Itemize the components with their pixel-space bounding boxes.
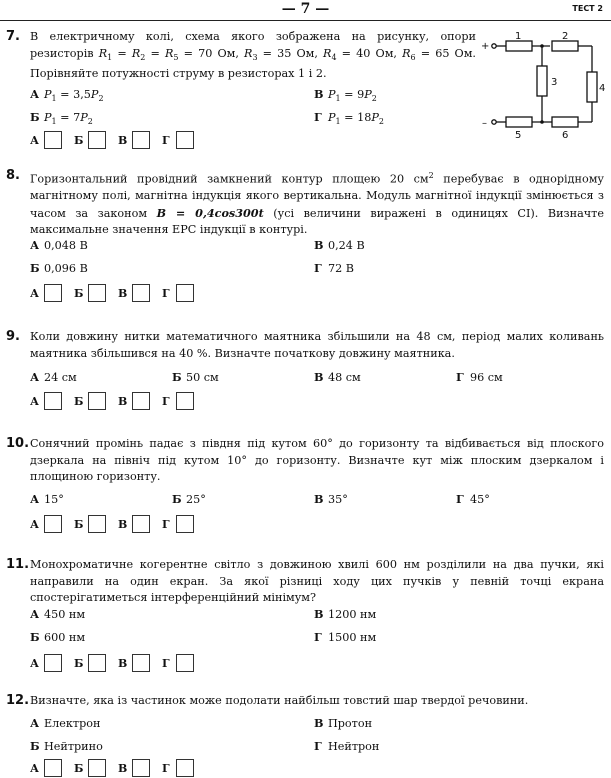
question-text: Коли довжину нитки математичного маятника збільшили на 48 см, період малих коливань маятника збільшився на 40 %. Визначте початкову довжину маятника. bbox=[30, 330, 604, 360]
symbol: R bbox=[164, 46, 174, 60]
superscript: 2 bbox=[428, 171, 434, 180]
option-value: 25° bbox=[186, 493, 206, 506]
q10-option-v bbox=[314, 492, 348, 506]
option-letter: Г bbox=[314, 110, 322, 124]
question-number: 9. bbox=[6, 329, 20, 344]
q12-option-a bbox=[30, 716, 100, 730]
text-part: = 40 Ом, bbox=[336, 46, 403, 60]
option-value: 1500 нм bbox=[328, 631, 377, 644]
answer-label: Г bbox=[162, 656, 170, 670]
option-value: 450 нм bbox=[44, 608, 86, 621]
circuit-diagram bbox=[478, 28, 606, 141]
question-number: 8. bbox=[6, 168, 20, 183]
q11-option-a bbox=[30, 607, 85, 621]
page-number: — 7 — bbox=[281, 1, 330, 17]
resistor-6 bbox=[552, 117, 578, 127]
option-value: 0,096 В bbox=[44, 262, 88, 275]
answer-label: Г bbox=[162, 761, 170, 775]
option-value: 48 см bbox=[328, 371, 361, 384]
symbol: R bbox=[323, 46, 332, 60]
resistor-3-label: 3 bbox=[551, 77, 558, 88]
question-text: Монохроматичне когерентне світло з довжиною хвилі 600 нм розділили на два пучки, які направили на один екран. За якої різниці ходу цих пучків у певній точці екрана спостерігатиметься інтерференційний мінімум? bbox=[30, 558, 604, 604]
option-value: Нейтрон bbox=[328, 740, 380, 753]
option-letter: Б bbox=[172, 492, 182, 506]
answer-box-a[interactable] bbox=[44, 759, 62, 777]
subscript: 2 bbox=[98, 94, 104, 104]
subscript: 2 bbox=[140, 52, 146, 62]
q11-answer-boxes bbox=[30, 654, 206, 672]
answer-label: Б bbox=[74, 133, 84, 147]
answer-box-g[interactable] bbox=[176, 392, 194, 410]
subscript: 6 bbox=[410, 52, 416, 62]
option-letter: В bbox=[314, 87, 324, 101]
option-letter: А bbox=[30, 492, 40, 506]
answer-label: Б bbox=[74, 394, 84, 408]
q10-option-g bbox=[456, 492, 490, 506]
q11-option-g bbox=[314, 630, 376, 644]
option-value: = 9 bbox=[340, 88, 365, 101]
minus-sign: – bbox=[482, 118, 487, 129]
resistor-1 bbox=[506, 41, 532, 51]
option-letter: Б bbox=[30, 630, 40, 644]
resistor-6-label: 6 bbox=[562, 130, 569, 141]
subscript: 5 bbox=[173, 52, 179, 62]
subscript: 1 bbox=[51, 117, 57, 127]
q7-option-v bbox=[314, 87, 377, 103]
answer-label: Б bbox=[74, 286, 84, 300]
resistor-2 bbox=[552, 41, 578, 51]
q7-option-a bbox=[30, 87, 104, 103]
answer-label: Г bbox=[162, 133, 170, 147]
option-letter: В bbox=[314, 370, 324, 384]
answer-label: А bbox=[30, 517, 39, 531]
q9-option-v bbox=[314, 370, 361, 384]
subscript: 2 bbox=[87, 117, 93, 127]
option-value: Протон bbox=[328, 717, 373, 730]
symbol: P bbox=[80, 111, 88, 124]
symbol: P bbox=[328, 88, 336, 101]
answer-box-a[interactable] bbox=[44, 392, 62, 410]
answer-box-b[interactable] bbox=[88, 284, 106, 302]
option-letter: А bbox=[30, 87, 40, 101]
option-value: = 3,5 bbox=[56, 88, 91, 101]
resistor-4-label: 4 bbox=[599, 83, 606, 94]
answer-box-g[interactable] bbox=[176, 515, 194, 533]
answer-label: А bbox=[30, 761, 39, 775]
answer-box-g[interactable] bbox=[176, 131, 194, 149]
subscript: 1 bbox=[107, 52, 113, 62]
option-value: = 7 bbox=[56, 111, 81, 124]
answer-box-g[interactable] bbox=[176, 284, 194, 302]
answer-label: Б bbox=[74, 517, 84, 531]
option-letter: Б bbox=[30, 739, 40, 753]
q8-answer-boxes bbox=[30, 284, 206, 302]
q12-option-b bbox=[30, 739, 103, 753]
question-number: 11. bbox=[6, 557, 30, 572]
answer-label: Г bbox=[162, 517, 170, 531]
resistances bbox=[99, 47, 476, 60]
answer-box-b[interactable] bbox=[88, 759, 106, 777]
option-value: 72 В bbox=[328, 262, 355, 275]
answer-box-v[interactable] bbox=[132, 515, 150, 533]
q10-option-a bbox=[30, 492, 64, 506]
answer-box-a[interactable] bbox=[44, 515, 62, 533]
answer-label: Б bbox=[74, 656, 84, 670]
answer-box-b[interactable] bbox=[88, 131, 106, 149]
text-part: перебуває в однорідному магнітному полі, магнітна індукція якого вертикальна. Модуль магнітної індукції змінюється з часом за законом bbox=[30, 172, 604, 220]
text-part: Порівняйте потужності струму в резисторах 1 і 2. bbox=[30, 67, 327, 81]
resistor-5-label: 5 bbox=[515, 130, 522, 141]
option-value: 35° bbox=[328, 493, 348, 506]
subscript: 4 bbox=[331, 52, 337, 62]
symbol: P bbox=[44, 111, 52, 124]
option-value: 600 нм bbox=[44, 631, 86, 644]
option-value: 45° bbox=[470, 493, 490, 506]
text-part: = 35 Ом, bbox=[257, 46, 324, 60]
answer-box-b[interactable] bbox=[88, 654, 106, 672]
option-letter: В bbox=[314, 238, 324, 252]
answer-label: А bbox=[30, 133, 39, 147]
option-letter: В bbox=[314, 492, 324, 506]
q7-option-g bbox=[314, 110, 384, 126]
test-label: ТЕСТ 2 bbox=[572, 4, 603, 13]
resistor-4 bbox=[587, 72, 597, 102]
option-value: 0,24 В bbox=[328, 239, 365, 252]
formula: B = 0,4cos300t bbox=[156, 205, 264, 220]
terminal-minus bbox=[492, 120, 496, 124]
question-text bbox=[30, 168, 604, 239]
q8-option-b bbox=[30, 261, 88, 275]
answer-label: Б bbox=[74, 761, 84, 775]
option-letter: В bbox=[314, 716, 324, 730]
option-letter: В bbox=[314, 607, 324, 621]
subscript: 1 bbox=[335, 94, 341, 104]
junction-top bbox=[540, 44, 544, 48]
option-value: Електрон bbox=[44, 717, 101, 730]
subscript: 2 bbox=[378, 117, 384, 127]
answer-label: В bbox=[118, 286, 128, 300]
q11-option-v bbox=[314, 607, 376, 621]
answer-box-a[interactable] bbox=[44, 654, 62, 672]
symbol: R bbox=[131, 46, 141, 60]
text-part: = bbox=[145, 46, 165, 60]
q12-option-v bbox=[314, 716, 372, 730]
question-number: 10. bbox=[6, 436, 30, 451]
answer-label: В bbox=[118, 133, 128, 147]
option-letter: А bbox=[30, 716, 40, 730]
answer-label: Г bbox=[162, 394, 170, 408]
question-number: 7. bbox=[6, 29, 20, 44]
resistor-2-label: 2 bbox=[562, 31, 569, 42]
option-letter: А bbox=[30, 370, 40, 384]
symbol: P bbox=[44, 88, 52, 101]
option-value: 1200 нм bbox=[328, 608, 377, 621]
answer-label: В bbox=[118, 656, 128, 670]
junction-bottom bbox=[540, 120, 544, 124]
answer-label: А bbox=[30, 286, 39, 300]
plus-sign: + bbox=[481, 41, 490, 52]
symbol: P bbox=[90, 88, 99, 101]
answer-box-v[interactable] bbox=[132, 131, 150, 149]
text-part: В електричному колі, схема якого зображена на рисунку, опори резисторів bbox=[30, 30, 476, 60]
symbol: P bbox=[364, 88, 372, 101]
q7-answer-boxes bbox=[30, 131, 206, 149]
subscript: 2 bbox=[371, 94, 377, 104]
answer-box-b[interactable] bbox=[88, 392, 106, 410]
option-letter: А bbox=[30, 607, 40, 621]
option-letter: Г bbox=[456, 370, 464, 384]
answer-label: А bbox=[30, 656, 39, 670]
q11-option-b bbox=[30, 630, 85, 644]
option-value: Нейтрино bbox=[44, 740, 103, 753]
option-value: 24 см bbox=[44, 371, 77, 384]
symbol: P bbox=[371, 111, 379, 124]
option-letter: Г bbox=[314, 630, 322, 644]
answer-box-a[interactable] bbox=[44, 131, 62, 149]
option-letter: Г bbox=[314, 261, 322, 275]
answer-label: Г bbox=[162, 286, 170, 300]
q10-option-b bbox=[172, 492, 206, 506]
text-part: (усі величини виражені в одиницях СІ). Визначте максимальне значення ЕРС індукції в контурі. bbox=[30, 206, 604, 237]
option-value: 0,048 В bbox=[44, 239, 88, 252]
answer-box-v[interactable] bbox=[132, 759, 150, 777]
symbol: P bbox=[328, 111, 336, 124]
option-value: 50 см bbox=[186, 371, 219, 384]
resistor-1-label: 1 bbox=[515, 31, 522, 42]
option-letter: Г bbox=[456, 492, 464, 506]
question-text: Визначте, яка із частинок може подолати найбільш товстий шар твердої речовини. bbox=[30, 694, 529, 707]
option-letter: Б bbox=[30, 110, 40, 124]
subscript: 1 bbox=[335, 117, 341, 127]
answer-box-a[interactable] bbox=[44, 284, 62, 302]
answer-box-v[interactable] bbox=[132, 392, 150, 410]
answer-box-g[interactable] bbox=[176, 654, 194, 672]
page-header bbox=[0, 0, 611, 21]
subscript: 1 bbox=[51, 94, 57, 104]
question-text bbox=[30, 29, 476, 83]
text-part: = 70 Ом, bbox=[178, 46, 244, 60]
option-letter: Г bbox=[314, 739, 322, 753]
question-number: 12. bbox=[6, 693, 30, 708]
answer-box-v[interactable] bbox=[132, 284, 150, 302]
q9-option-g bbox=[456, 370, 503, 384]
symbol: R bbox=[244, 46, 253, 60]
q9-option-a bbox=[30, 370, 77, 384]
option-letter: Б bbox=[30, 261, 40, 275]
subscript: 3 bbox=[252, 52, 258, 62]
q8-option-a bbox=[30, 238, 88, 252]
answer-label: А bbox=[30, 394, 39, 408]
answer-label: В bbox=[118, 761, 128, 775]
option-value: 15° bbox=[44, 493, 64, 506]
option-value: 96 см bbox=[470, 371, 503, 384]
text-part: Горизонтальний провідний замкнений контур площею 20 см bbox=[30, 172, 429, 186]
q12-answer-boxes bbox=[30, 759, 206, 777]
symbol: R bbox=[98, 46, 108, 60]
text-part: = bbox=[112, 46, 132, 60]
option-value: = 18 bbox=[340, 111, 372, 124]
answer-box-b[interactable] bbox=[88, 515, 106, 533]
option-letter: Б bbox=[172, 370, 182, 384]
q12-option-g bbox=[314, 739, 379, 753]
answer-label: В bbox=[118, 517, 128, 531]
answer-label: В bbox=[118, 394, 128, 408]
q9-answer-boxes bbox=[30, 392, 206, 410]
q8-option-v bbox=[314, 238, 365, 252]
q8-option-g bbox=[314, 261, 354, 275]
option-letter: А bbox=[30, 238, 40, 252]
terminal-plus bbox=[492, 44, 496, 48]
q7-option-b bbox=[30, 110, 93, 126]
resistor-3 bbox=[537, 66, 547, 96]
question-text: Сонячний промінь падає з півдня під кутом 60° до горизонту та відбивається від плоского дзеркала на північ під кутом 10° до горизонту. Визначте кут між плоским дзеркалом і площиною горизонту. bbox=[30, 437, 604, 483]
q10-answer-boxes bbox=[30, 515, 206, 533]
q9-option-b bbox=[172, 370, 219, 384]
answer-box-g[interactable] bbox=[176, 759, 194, 777]
resistor-5 bbox=[506, 117, 532, 127]
answer-box-v[interactable] bbox=[132, 654, 150, 672]
symbol: R bbox=[402, 46, 411, 60]
text-part: = 65 Ом. bbox=[415, 46, 476, 60]
